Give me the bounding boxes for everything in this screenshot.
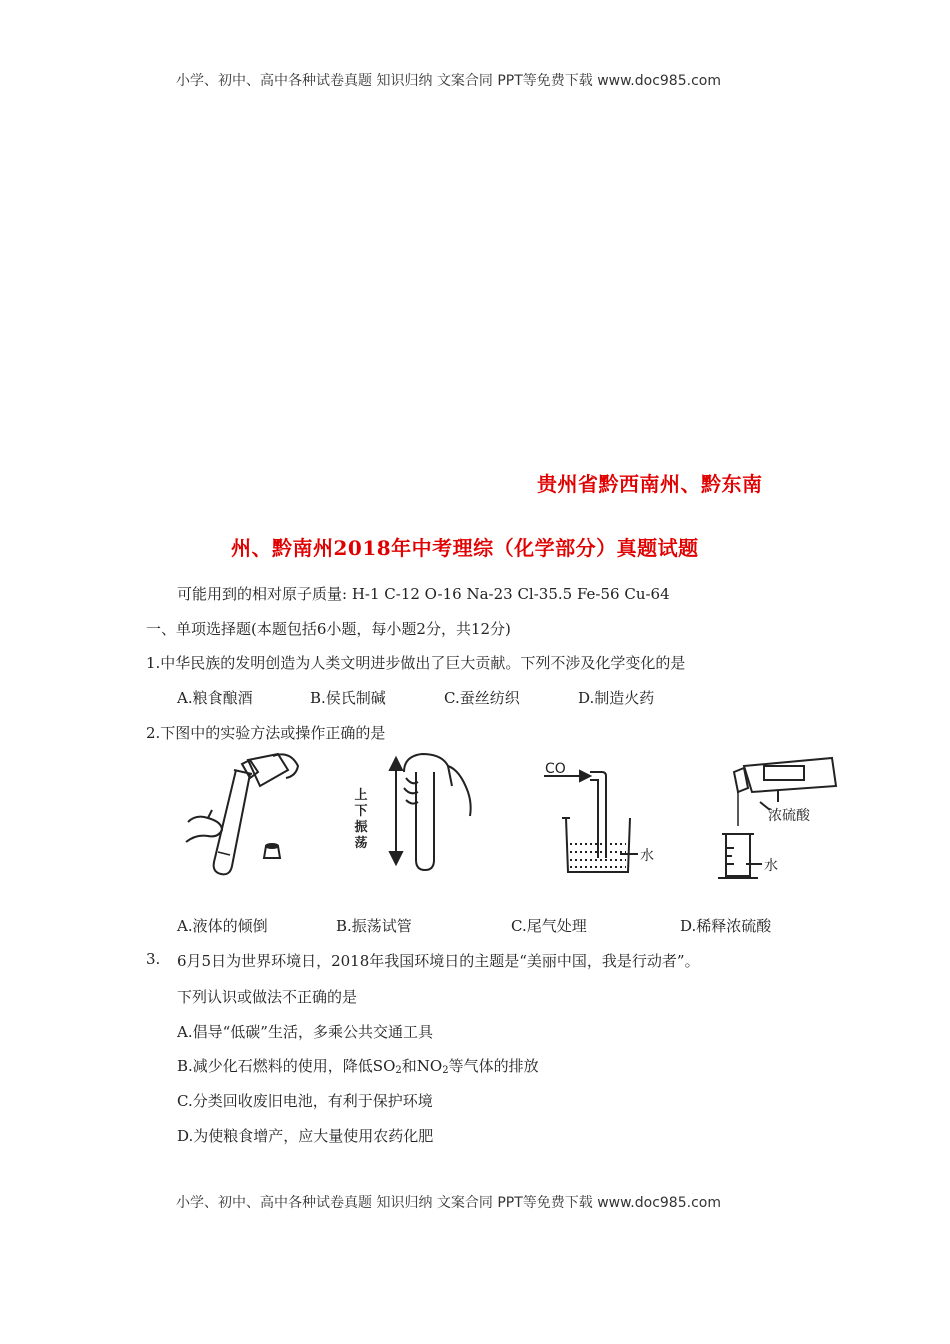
header-banner: 小学、初中、高中各种试卷真题 知识归纳 文案合同 PPT等免费下载 www.doc985.com bbox=[176, 73, 721, 89]
figure-label-co: CO bbox=[545, 761, 566, 777]
q3-number: 3. bbox=[146, 950, 161, 968]
figure-label-water-d: 水 bbox=[764, 858, 778, 874]
q2-option-d: D.稀释浓硫酸 bbox=[680, 917, 772, 935]
q1-option-c: C.蚕丝纺织 bbox=[444, 689, 520, 707]
figure-label-water-c: 水 bbox=[640, 848, 654, 864]
figure-shaking-tube bbox=[352, 752, 482, 882]
q2-option-b: B.振荡试管 bbox=[336, 917, 412, 935]
q1-option-d: D.制造火药 bbox=[578, 689, 655, 707]
footer-banner: 小学、初中、高中各种试卷真题 知识归纳 文案合同 PPT等免费下载 www.doc985.com bbox=[176, 1195, 721, 1211]
q3-stem-line-2: 下列认识或做法不正确的是 bbox=[177, 988, 358, 1006]
q3-stem-line-1: 6月5日为世界环境日，2018年我国环境日的主题是“美丽中国，我是行动者”。 bbox=[177, 952, 700, 970]
q1-option-b: B.侯氏制碱 bbox=[310, 689, 386, 707]
figure-label-acid: 浓硫酸 bbox=[768, 808, 810, 824]
atomic-mass-line: 可能用到的相对原子质量: H-1 C-12 O-16 Na-23 Cl-35.5 Fe-56 Cu-64 bbox=[177, 585, 670, 603]
q3-option-d: D.为使粮食增产，应大量使用农药化肥 bbox=[177, 1127, 434, 1145]
q2-option-a: A.液体的倾倒 bbox=[177, 917, 268, 935]
q3-option-b: B.减少化石燃料的使用，降低$SO_2$和$NO_2$等气体的排放 bbox=[177, 1057, 539, 1076]
q1-option-a: A.粮食酿酒 bbox=[177, 689, 253, 707]
title-line-1: 贵州省黔西南州、黔东南 bbox=[537, 472, 763, 496]
q1-stem: 1.中华民族的发明创造为人类文明进步做出了巨大贡献。下列不涉及化学变化的是 bbox=[146, 654, 686, 672]
q3-option-a: A.倡导“低碳”生活，多乘公共交通工具 bbox=[177, 1023, 433, 1041]
q2-option-c: C.尾气处理 bbox=[511, 917, 587, 935]
figure-pouring-liquid bbox=[178, 752, 308, 882]
figure-label-shake: 上下振荡 bbox=[354, 788, 368, 851]
section-heading: 一、单项选择题(本题包括6小题，每小题2分，共12分) bbox=[146, 620, 511, 638]
q2-stem: 2.下图中的实验方法或操作正确的是 bbox=[146, 724, 386, 742]
q3-option-c: C.分类回收废旧电池，有利于保护环境 bbox=[177, 1092, 433, 1110]
title-line-2: 州、黔南州2018年中考理综（化学部分）真题试题 bbox=[231, 536, 699, 560]
